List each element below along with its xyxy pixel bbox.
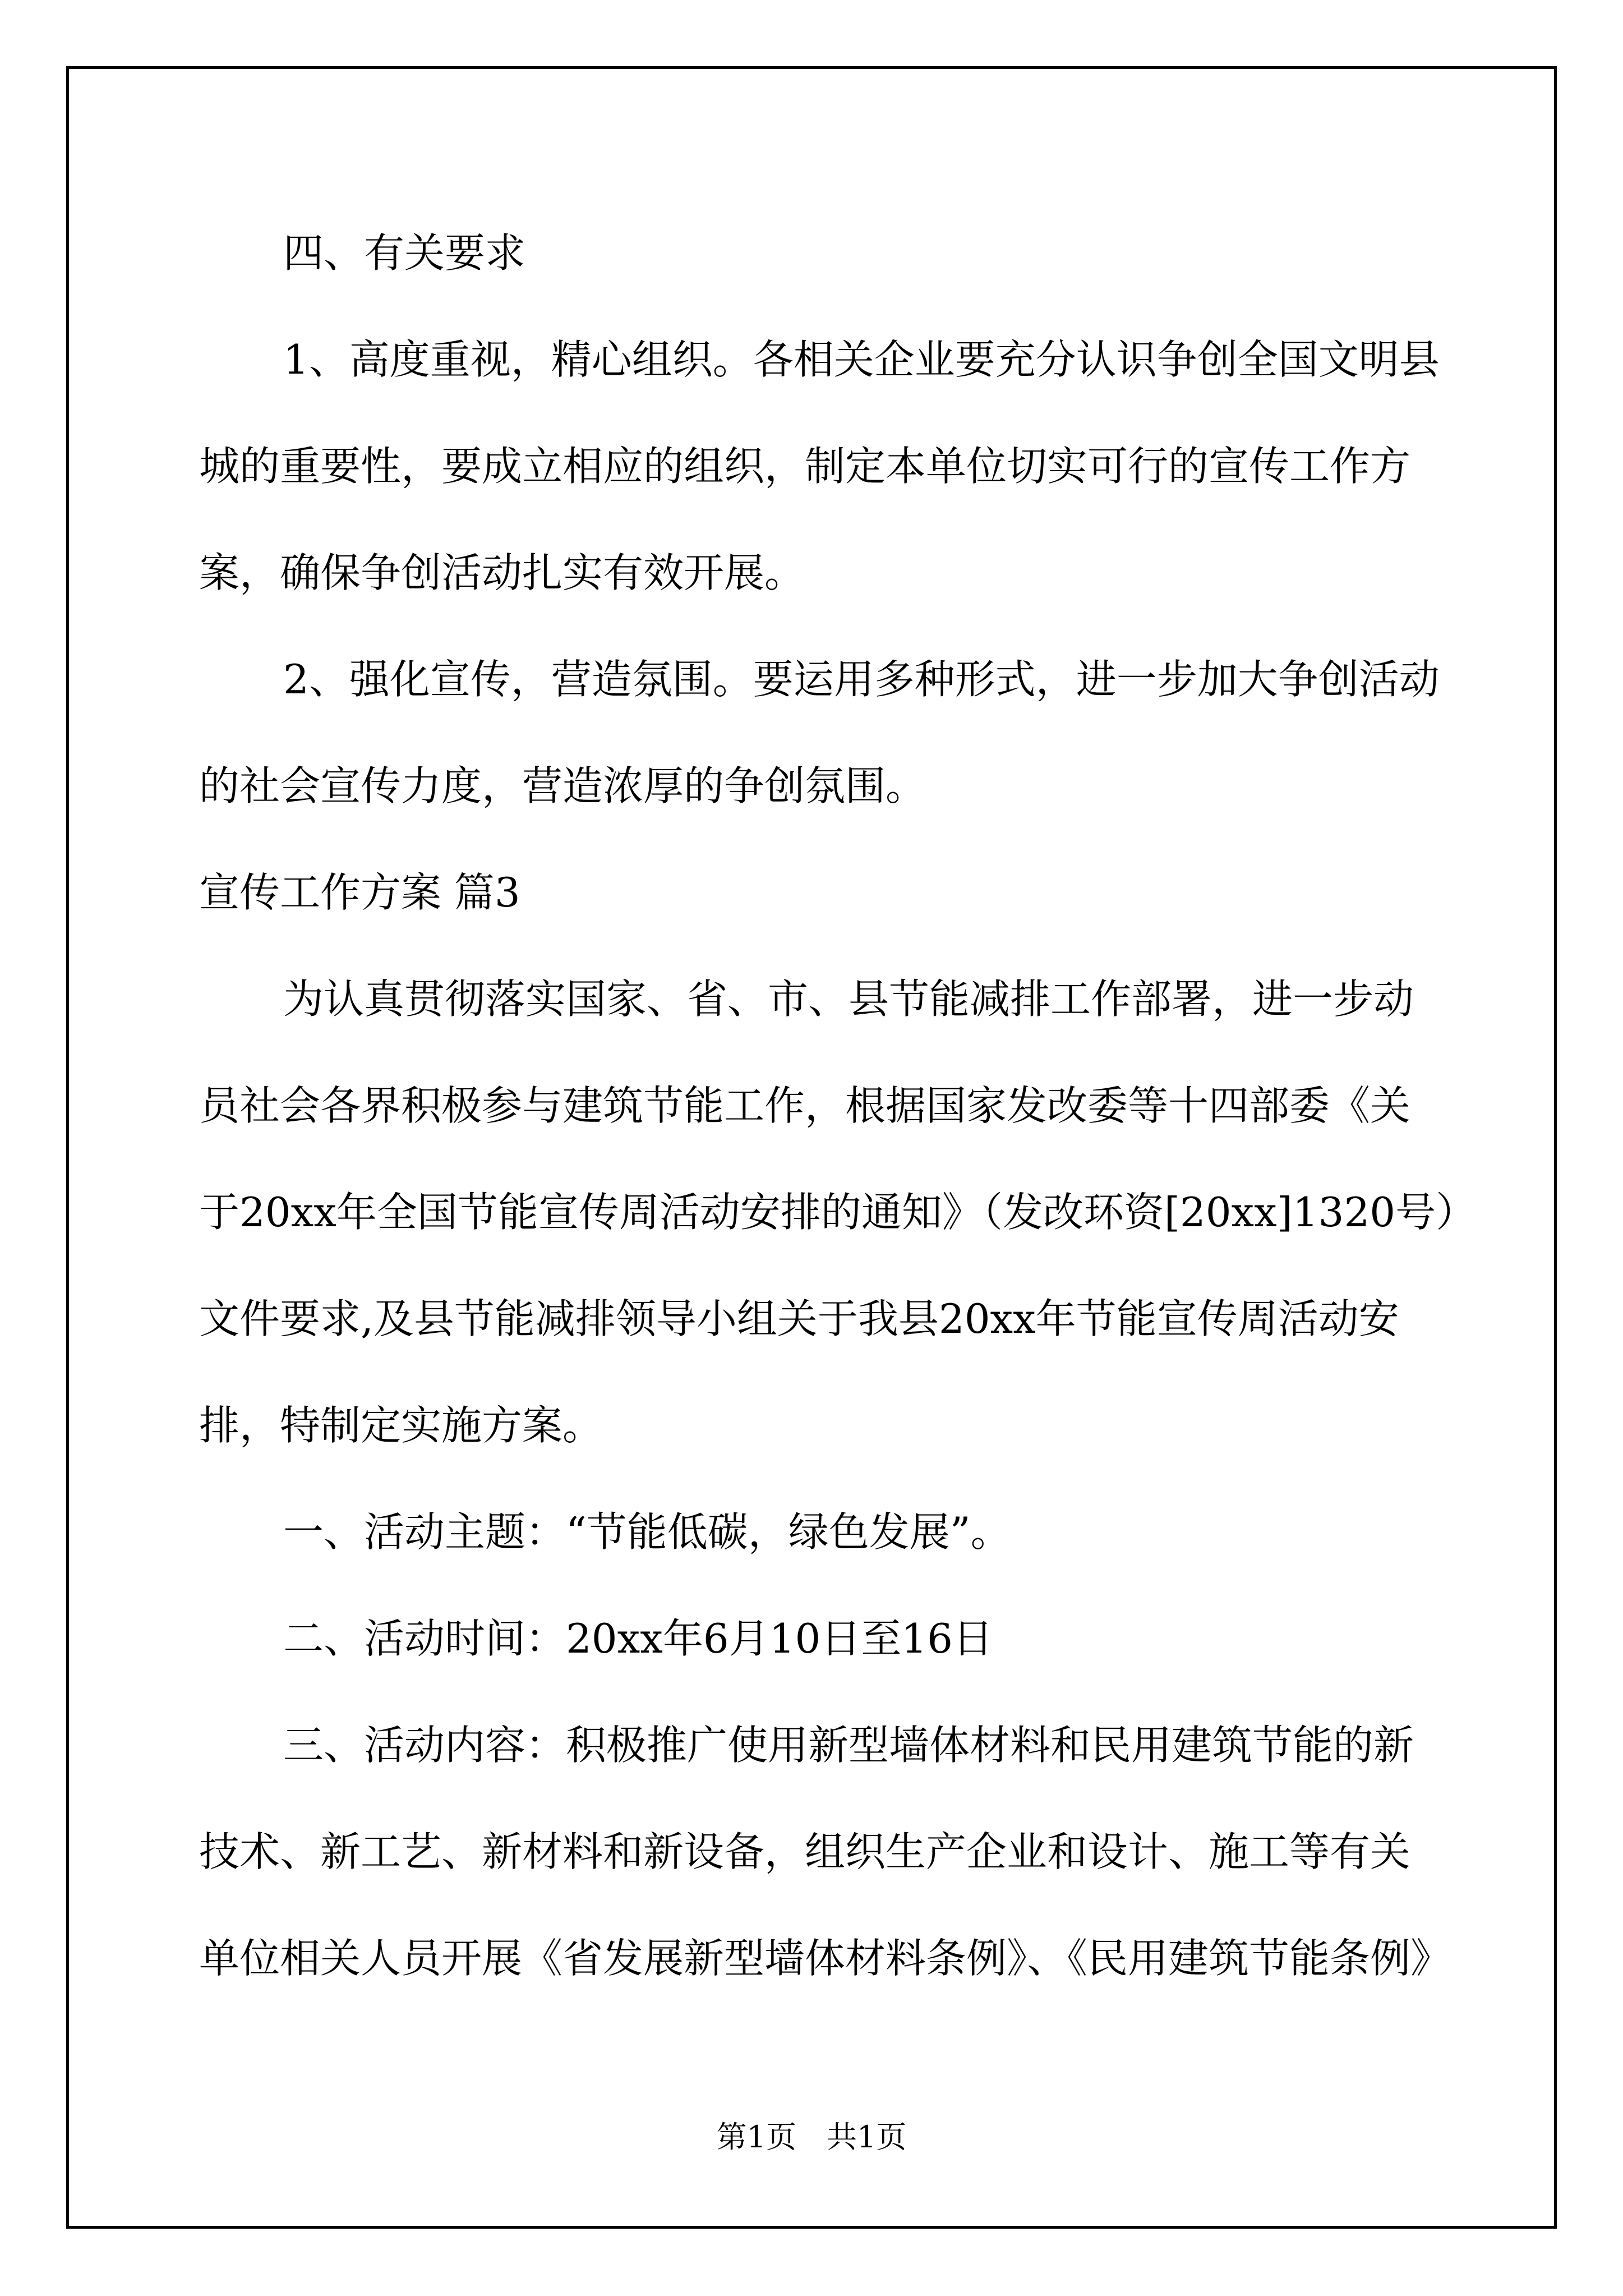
text-line: 四、有关要求 [283, 229, 526, 277]
text-line: 1、高度重视，精心组织。各相关企业要充分认识争创全国文明县 [283, 336, 1440, 383]
text-line: 二、活动时间：20xx年6月10日至16日 [283, 1615, 993, 1662]
text-line: 2、强化宣传，营造氛围。要运用多种形式，进一步加大争创活动 [283, 656, 1440, 703]
text-line: 案，确保争创活动扎实有效开展。 [199, 549, 805, 596]
text-line: 三、活动内容：积极推广使用新型墙体材料和民用建筑节能的新 [283, 1722, 1414, 1769]
page-footer: 第1页 共1页 [716, 2119, 907, 2155]
text-line: 的社会宣传力度，营造浓厚的争创氛围。 [199, 762, 926, 809]
text-line: 一、活动主题：“节能低碳，绿色发展”。 [283, 1508, 1011, 1556]
text-line: 为认真贯彻落实国家、省、市、县节能减排工作部署，进一步动 [283, 976, 1414, 1023]
text-line: 技术、新工艺、新材料和新设备，组织生产企业和设计、施工等有关 [199, 1828, 1411, 1875]
section-heading: 宣传工作方案 篇3 [199, 869, 520, 916]
document-body [199, 200, 1477, 2012]
text-line: 员社会各界积极参与建筑节能工作，根据国家发改委等十四部委《关 [199, 1082, 1411, 1129]
text-line: 单位相关人员开展《省发展新型墙体材料条例》、《民用建筑节能条例》 [199, 1935, 1451, 1982]
text-line: 文件要求,及县节能减排领导小组关于我县20xx年节能宣传周活动安 [199, 1295, 1399, 1342]
text-line: 排，特制定实施方案。 [199, 1402, 603, 1449]
text-line: 城的重要性，要成立相应的组织，制定本单位切实可行的宣传工作方 [199, 443, 1411, 490]
text-line: 于20xx年全国节能宣传周活动安排的通知》（发改环资[20xx]1320号） [199, 1189, 1477, 1236]
